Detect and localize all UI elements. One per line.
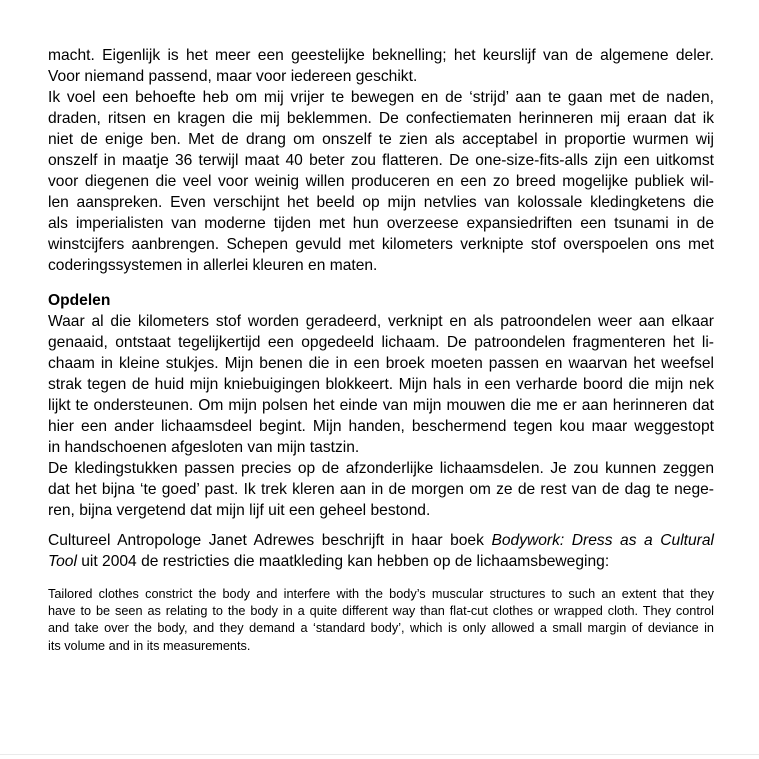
text-line: winstcijfers aanbrengen. Schepen gevuld met kilometers verknipte stof overspoelen ons met [48,236,714,253]
text-line: ren, bijna vergetend dat mijn lijf uit een geheel bestond. [48,502,431,519]
book-title-part: Tool [48,553,77,570]
text-line: voor diegenen die veel voor weinig willen produceren en een zo breed mogelijke publiek wil- [48,173,714,190]
text-line: hier een ander lichaamsdeel begint. Mijn handen, beschermend tegen kou maar weggestopt [48,418,714,435]
reference-text: uit 2004 de restricties die maatkleding kan hebben op de lichaamsbeweging: [76,553,610,570]
text-line: genaaid, ontstaat tegelijkertijd een opgedeeld lichaam. De patroondelen fragmenteren het li- [48,334,714,351]
text-line: Waar al die kilometers stof worden geradeerd, verknipt en als patroondelen weer aan elkaar [48,313,714,330]
paragraph-book-reference [48,530,714,572]
text-line [48,530,714,551]
text-line: chaam in kleine stukjes. Mijn benen die in een broek moeten passen en waarvan het weefsel [48,355,714,372]
text-line: lijkt te ondersteunen. Om mijn polsen het einde van mijn mouwen die me er aan herinneren dat [48,397,714,414]
paragraph-intro [48,45,714,87]
paragraph-kledingstukken [48,458,714,521]
page-edge-line [0,754,759,755]
heading-text: Opdelen [48,292,111,309]
text-line: draden, ritsen en kragen die mij beklemmen. De confectiematen herinneren mij eraan dat ik [48,110,714,127]
text-line: Ik voel een behoefte heb om mij vrijer te bewegen en de ‘strijd’ aan te gaan met de naden, [48,89,714,106]
text-line: macht. Eigenlijk is het meer een geestelijke beknelling; het keurslijf van de algemene deler. [48,47,714,64]
text-line: in handschoenen afgesloten van mijn tastzin. [48,439,360,456]
paragraph-confectie [48,87,714,276]
text-line: De kledingstukken passen precies op de afzonderlijke lichaamsdelen. Je zou kunnen zeggen [48,460,714,477]
text-line: als imperialisten van moderne tijden met hun overzeese expansiedriften een tsunami in de [48,215,714,232]
quote-line: Tailored clothes constrict the body and interfere with the body’s muscular structures to such an extent that they [48,587,714,601]
text-line: niet de enige ben. Met de drang om onszelf te zien als acceptabel in proportie wurmen wij [48,131,714,148]
reference-text: Cultureel Antropologe Janet Adrewes beschrijft in haar boek [48,532,492,549]
text-line: len aanspreken. Even verschijnt het beeld op mijn netvlies van kolossale kledingketens die [48,194,714,211]
paragraph-patroondelen [48,311,714,458]
quote-line: its volume and in its measurements. [48,638,251,653]
quoted-passage [48,586,714,655]
text-column [48,45,714,655]
text-line: dat het bijna ‘te goed’ past. Ik trek kleren aan in de morgen om ze de rest van de dag te nege- [48,481,714,498]
book-title-part: Bodywork: Dress as a Cultural [491,532,714,549]
section-heading-opdelen [48,290,714,311]
text-line [48,551,714,572]
text-line: strak tegen de huid mijn kniebuigingen blokkeert. Mijn hals in een verharde boord die mijn nek [48,376,714,393]
text-line: Voor niemand passend, maar voor iedereen geschikt. [48,68,418,85]
quote-line: and take over the body, and they demand a ‘standard body’, which is only allowed a small margin of deviance in [48,621,714,636]
text-line: coderingssystemen in allerlei kleuren en maten. [48,257,378,274]
text-line: onszelf in maatje 36 terwijl maat 40 beter zou flatteren. De one-size-fits-alls zijn een uitkomst [48,152,714,169]
quote-line: have to be seen as relating to the body in a quite different way than flat-cut clothes or wrapped cloth. They control [48,604,714,619]
